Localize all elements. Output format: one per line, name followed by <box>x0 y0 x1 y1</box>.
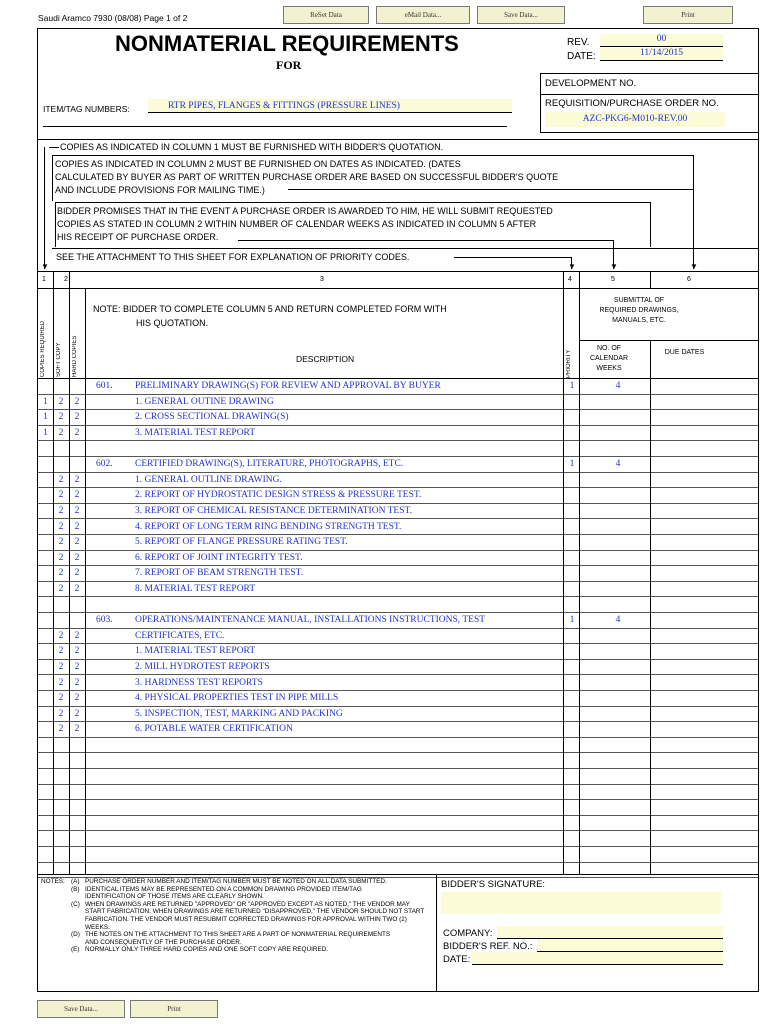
company-label: COMPANY: <box>443 928 493 939</box>
weeks-cell[interactable] <box>593 644 643 659</box>
description-cell[interactable] <box>135 816 565 831</box>
submittal-header: SUBMITTAL OF REQUIRED DRAWINGS, MANUALS, ETC. <box>599 297 679 324</box>
hard-copies-cell[interactable] <box>69 441 85 456</box>
soft-copy-cell[interactable]: 2 <box>58 568 64 579</box>
copies-required-cell[interactable] <box>38 504 53 519</box>
soft-copy-cell[interactable]: 2 <box>58 724 64 735</box>
weeks-cell[interactable] <box>593 675 643 690</box>
item-code-cell[interactable] <box>96 551 134 566</box>
weeks-cell[interactable] <box>593 551 643 566</box>
hard-copies-cell[interactable] <box>69 800 85 815</box>
item-code-cell[interactable]: 601. <box>96 381 113 392</box>
notes <box>41 878 433 954</box>
weeks-cell[interactable]: 4 <box>615 459 621 470</box>
description-cell[interactable]: 6. REPORT OF JOINT INTEGRITY TEST. <box>135 552 303 563</box>
hard-copies-header: HARD COPIES <box>72 335 78 377</box>
instruction-col2 <box>55 158 558 197</box>
hard-copies-cell[interactable]: 2 <box>74 552 80 563</box>
description-cell[interactable]: 2. REPORT OF HYDROSTATIC DESIGN STRESS & PRESSURE TEST. <box>135 490 422 501</box>
weeks-cell[interactable] <box>593 441 643 456</box>
priority-cell[interactable] <box>565 722 579 737</box>
priority-cell[interactable] <box>565 660 579 675</box>
soft-copy-cell[interactable]: 2 <box>58 396 64 407</box>
soft-copy-header: SOFT COPY <box>56 342 62 377</box>
note-a-key: (A) <box>71 878 80 885</box>
arrow-down-icon: ▼ <box>41 262 49 271</box>
priority-cell[interactable] <box>565 644 579 659</box>
page-title: NONMATERIAL REQUIREMENTS <box>115 31 459 56</box>
sig-date-label: DATE: <box>443 954 471 965</box>
priority-cell[interactable] <box>565 519 579 534</box>
hard-copies-cell[interactable]: 2 <box>74 490 80 501</box>
priority-cell[interactable] <box>565 426 579 441</box>
note-c-key: (C) <box>71 900 80 908</box>
item-code-cell[interactable] <box>96 441 134 456</box>
priority-cell[interactable] <box>565 707 579 722</box>
weeks-cell[interactable] <box>593 847 643 862</box>
item-tag-label: ITEM/TAG NUMBERS: <box>43 104 130 114</box>
col-num-2: 2 <box>64 276 68 283</box>
item-code-cell[interactable] <box>96 785 134 800</box>
soft-copy-cell[interactable]: 2 <box>58 662 64 673</box>
soft-copy-cell[interactable] <box>53 785 69 800</box>
description-cell[interactable]: 5. REPORT OF FLANGE PRESSURE RATING TEST. <box>135 537 348 548</box>
hard-copies-cell[interactable] <box>69 457 85 472</box>
item-code-cell[interactable] <box>96 566 134 581</box>
soft-copy-cell[interactable] <box>53 457 69 472</box>
soft-copy-cell[interactable]: 2 <box>58 412 64 423</box>
copies-required-cell[interactable] <box>38 582 53 597</box>
priority-cell[interactable] <box>565 629 579 644</box>
copies-required-cell[interactable] <box>38 847 53 862</box>
instruction-col2-line2: CALCULATED BY BUYER AS PART OF WRITTEN PURCHASE ORDER ARE BASED ON SUCCESSFUL BIDDER'S QUOTE <box>55 172 559 182</box>
priority-cell[interactable] <box>565 769 579 784</box>
priority-cell[interactable] <box>565 831 579 846</box>
col-num-1: 1 <box>42 276 46 283</box>
hard-copies-cell[interactable]: 2 <box>74 630 80 641</box>
rev-field[interactable]: 00 <box>600 34 723 47</box>
copies-required-header: COPIES REQUIRED <box>40 320 46 377</box>
due-dates-header: DUE DATES <box>664 349 705 356</box>
weeks-cell[interactable] <box>593 800 643 815</box>
copies-required-cell[interactable] <box>38 566 53 581</box>
hard-copies-cell[interactable]: 2 <box>74 396 80 407</box>
priority-cell[interactable] <box>565 582 579 597</box>
soft-copy-cell[interactable]: 2 <box>58 552 64 563</box>
instruction-col5-line1: BIDDER PROMISES THAT IN THE EVENT A PURCHASE ORDER IS AWARDED TO HIM, HE WILL SUBMIT REQUESTED <box>57 206 553 216</box>
priority-cell[interactable] <box>565 597 579 612</box>
copies-required-cell[interactable] <box>38 488 53 503</box>
rev-label: REV. <box>567 37 590 48</box>
item-code-cell[interactable] <box>96 800 134 815</box>
soft-copy-cell[interactable] <box>53 441 69 456</box>
priority-cell[interactable] <box>565 738 579 753</box>
requisition-field[interactable]: AZC-PKG6-M010-REV.00 <box>545 112 725 127</box>
description-cell[interactable]: 6. POTABLE WATER CERTIFICATION <box>135 724 293 735</box>
copies-required-cell[interactable] <box>38 379 53 394</box>
priority-cell[interactable] <box>565 816 579 831</box>
note-header <box>93 302 447 330</box>
copies-required-cell[interactable] <box>38 691 53 706</box>
copies-required-cell[interactable]: 1 <box>43 428 48 439</box>
weeks-cell[interactable] <box>593 816 643 831</box>
priority-cell[interactable] <box>565 800 579 815</box>
weeks-cell[interactable] <box>593 707 643 722</box>
soft-copy-cell[interactable] <box>53 816 69 831</box>
item-code-cell[interactable] <box>96 582 134 597</box>
description-cell[interactable]: 5. INSPECTION, TEST, MARKING AND PACKING <box>135 708 343 719</box>
notes-label: NOTES: <box>41 878 65 885</box>
description-cell[interactable]: 7. REPORT OF BEAM STRENGTH TEST. <box>135 568 304 579</box>
soft-copy-cell[interactable] <box>53 597 69 612</box>
soft-copy-cell[interactable] <box>53 753 69 768</box>
item-code-cell[interactable] <box>96 816 134 831</box>
description-cell[interactable]: CERTIFIED DRAWING(S), LITERATURE, PHOTOGRAPHS, ETC. <box>135 459 404 470</box>
soft-copy-cell[interactable] <box>53 738 69 753</box>
priority-cell[interactable] <box>565 847 579 862</box>
item-code-cell[interactable] <box>96 426 134 441</box>
weeks-cell[interactable] <box>593 769 643 784</box>
item-code-cell[interactable] <box>96 395 134 410</box>
company-field[interactable] <box>497 926 723 939</box>
item-code-cell[interactable] <box>96 769 134 784</box>
hard-copies-cell[interactable]: 2 <box>74 521 80 532</box>
item-code-cell[interactable] <box>96 473 134 488</box>
soft-copy-cell[interactable] <box>53 847 69 862</box>
soft-copy-cell[interactable]: 2 <box>58 646 64 657</box>
item-code-cell[interactable] <box>96 488 134 503</box>
page-subtitle: FOR <box>276 58 302 72</box>
date-label: DATE: <box>567 51 596 62</box>
description-cell[interactable] <box>135 597 565 612</box>
soft-copy-cell[interactable]: 2 <box>58 490 64 501</box>
description-cell[interactable]: 2. MILL HYDROTEST REPORTS <box>135 662 270 673</box>
hard-copies-cell[interactable]: 2 <box>74 428 80 439</box>
weeks-cell[interactable]: 4 <box>615 381 621 392</box>
description-header: DESCRIPTION <box>296 354 355 364</box>
priority-cell[interactable]: 1 <box>569 459 575 470</box>
soft-copy-cell[interactable] <box>53 379 69 394</box>
hard-copies-cell[interactable]: 2 <box>74 662 80 673</box>
instruction-col4: SEE THE ATTACHMENT TO THIS SHEET FOR EXPLANATION OF PRIORITY CODES. <box>56 252 410 262</box>
arrow-down-icon: ▼ <box>568 262 576 271</box>
weeks-cell[interactable] <box>593 831 643 846</box>
instruction-col5-line3: HIS RECEIPT OF PURCHASE ORDER. <box>57 232 219 242</box>
priority-cell[interactable] <box>565 535 579 550</box>
instruction-col5 <box>57 205 553 244</box>
copies-required-cell[interactable] <box>38 613 53 628</box>
weeks-header: NO. OF CALENDAR WEEKS <box>589 345 629 372</box>
hard-copies-cell[interactable] <box>69 769 85 784</box>
item-code-cell[interactable] <box>96 738 134 753</box>
priority-cell[interactable] <box>565 473 579 488</box>
hard-copies-cell[interactable]: 2 <box>74 693 80 704</box>
note-b-key: (B) <box>71 885 80 893</box>
copies-required-cell[interactable] <box>38 457 53 472</box>
priority-cell[interactable] <box>565 753 579 768</box>
description-cell[interactable]: 4. REPORT OF LONG TERM RING BENDING STRENGTH TEST. <box>135 521 402 532</box>
description-cell[interactable] <box>135 738 565 753</box>
copies-required-cell[interactable] <box>38 707 53 722</box>
weeks-cell[interactable] <box>593 738 643 753</box>
soft-copy-cell[interactable] <box>53 831 69 846</box>
priority-cell[interactable] <box>565 395 579 410</box>
hard-copies-cell[interactable]: 2 <box>74 677 80 688</box>
copies-required-cell[interactable] <box>38 722 53 737</box>
copies-required-cell[interactable] <box>38 535 53 550</box>
priority-header: PRIORITY <box>566 349 572 378</box>
priority-cell[interactable] <box>565 566 579 581</box>
note-c: WHEN DRAWINGS ARE RETURNED "APPROVED" OR "APPROVED EXCEPT AS NOTED," THE VENDOR MAY START FABRICATION. WHEN DRAWINGS ARE RETURNED "DISAPPROVED," THE VENDOR SHOULD NOT START FABRICATION. THE VENDOR MUST RESUBMIT CORRECTED DRAWINGS FOR APPROVAL WITHIN TWO (2) WEEKS. <box>85 900 425 931</box>
note-e-key: (E) <box>71 946 80 954</box>
copies-required-cell[interactable] <box>38 629 53 644</box>
reset-data-button[interactable]: ReSet Data <box>283 6 369 24</box>
soft-copy-cell[interactable]: 2 <box>58 677 64 688</box>
weeks-cell[interactable] <box>593 426 643 441</box>
item-code-cell[interactable] <box>96 535 134 550</box>
priority-cell[interactable] <box>565 691 579 706</box>
hard-copies-cell[interactable] <box>69 816 85 831</box>
soft-copy-cell[interactable]: 2 <box>58 474 64 485</box>
priority-cell[interactable] <box>565 488 579 503</box>
item-code-cell[interactable] <box>96 831 134 846</box>
hard-copies-cell[interactable]: 2 <box>74 646 80 657</box>
weeks-cell[interactable] <box>593 691 643 706</box>
description-cell[interactable]: 2. CROSS SECTIONAL DRAWING(S) <box>135 412 289 423</box>
priority-cell[interactable]: 1 <box>569 381 575 392</box>
copies-required-cell[interactable] <box>38 675 53 690</box>
item-code-cell[interactable] <box>96 847 134 862</box>
note-b: IDENTICAL ITEMS MAY BE REPRESENTED ON A COMMON DRAWING PROVIDED ITEM/TAG IDENTIFICATION OF THOSE ITEMS ARE CLEARLY SHOWN. <box>85 885 362 901</box>
hard-copies-cell[interactable] <box>69 831 85 846</box>
print-button[interactable]: Print <box>643 6 733 24</box>
priority-cell[interactable]: 1 <box>569 615 575 626</box>
weeks-cell[interactable] <box>593 582 643 597</box>
description-cell[interactable] <box>135 800 565 815</box>
soft-copy-cell[interactable] <box>53 613 69 628</box>
note-d: THE NOTES ON THE ATTACHMENT TO THIS SHEET ARE A PART OF NONMATERIAL REQUIREMENTS AND CONSEQUENTLY OF THE PURCHASE ORDER. <box>85 931 391 946</box>
arrow-down-icon: ▼ <box>690 262 698 271</box>
hard-copies-cell[interactable] <box>69 597 85 612</box>
description-cell[interactable]: 4. PHYSICAL PROPERTIES TEST IN PIPE MILLS <box>135 693 339 704</box>
item-code-cell[interactable] <box>96 504 134 519</box>
copies-required-cell[interactable]: 1 <box>43 396 48 407</box>
weeks-cell[interactable] <box>593 660 643 675</box>
soft-copy-cell[interactable]: 2 <box>58 693 64 704</box>
sig-date-field[interactable] <box>472 952 723 965</box>
item-code-cell[interactable] <box>96 597 134 612</box>
soft-copy-cell[interactable] <box>53 800 69 815</box>
copies-required-cell[interactable] <box>38 597 53 612</box>
description-cell[interactable]: 1. GENERAL OUTINE DRAWING <box>135 396 274 407</box>
soft-copy-cell[interactable]: 2 <box>58 521 64 532</box>
hard-copies-cell[interactable]: 2 <box>74 474 80 485</box>
weeks-cell[interactable] <box>593 395 643 410</box>
hard-copies-cell[interactable]: 2 <box>74 584 80 595</box>
weeks-cell[interactable] <box>593 488 643 503</box>
item-code-cell[interactable] <box>96 675 134 690</box>
weeks-cell[interactable] <box>593 504 643 519</box>
item-code-cell[interactable] <box>96 707 134 722</box>
hard-copies-cell[interactable]: 2 <box>74 506 80 517</box>
item-code-cell[interactable] <box>96 691 134 706</box>
soft-copy-cell[interactable]: 2 <box>58 584 64 595</box>
soft-copy-cell[interactable]: 2 <box>58 428 64 439</box>
note-line2: HIS QUOTATION. <box>136 318 209 328</box>
col-num-6: 6 <box>687 276 691 283</box>
form-id: Saudi Aramco 7930 (08/08) Page 1 of 2 <box>38 13 188 23</box>
note-e: NORMALLY ONLY THREE HARD COPIES AND ONE SOFT COPY ARE REQUIRED. <box>85 946 329 954</box>
item-code-cell[interactable] <box>96 519 134 534</box>
instruction-col5-line2: COPIES AS STATED IN COLUMN 2 WITHIN NUMBER OF CALENDAR WEEKS AS INDICATED IN COLUMN 5 AFTER <box>57 219 537 229</box>
soft-copy-cell[interactable] <box>53 769 69 784</box>
note-d-key: (D) <box>71 931 80 939</box>
description-cell[interactable]: 8. MATERIAL TEST REPORT <box>135 584 256 595</box>
description-cell[interactable] <box>135 847 565 862</box>
instruction-col1: COPIES AS INDICATED IN COLUMN 1 MUST BE FURNISHED WITH BIDDER'S QUOTATION. <box>60 142 444 152</box>
description-cell[interactable] <box>135 753 565 768</box>
description-cell[interactable] <box>135 831 565 846</box>
weeks-cell[interactable] <box>593 566 643 581</box>
print-bottom-button[interactable]: Print <box>130 1000 218 1018</box>
copies-required-cell[interactable] <box>38 800 53 815</box>
description-cell[interactable]: 1. GENERAL OUTLINE DRAWING. <box>135 474 282 485</box>
hard-copies-cell[interactable] <box>69 613 85 628</box>
description-cell[interactable]: 3. MATERIAL TEST REPORT <box>135 428 256 439</box>
item-code-cell[interactable]: 602. <box>96 459 113 470</box>
item-code-cell[interactable] <box>96 753 134 768</box>
instruction-col2-line3: AND INCLUDE PROVISIONS FOR MAILING TIME.) <box>55 185 265 195</box>
col-num-5: 5 <box>611 276 615 283</box>
hard-copies-cell[interactable] <box>69 847 85 862</box>
item-code-cell[interactable] <box>96 410 134 425</box>
soft-copy-cell[interactable]: 2 <box>58 506 64 517</box>
hard-copies-cell[interactable]: 2 <box>74 412 80 423</box>
col-num-3: 3 <box>320 276 324 283</box>
copies-required-cell[interactable] <box>38 831 53 846</box>
copies-required-cell[interactable]: 1 <box>43 412 48 423</box>
signature-field[interactable] <box>441 892 721 914</box>
note-line1: NOTE: BIDDER TO COMPLETE COLUMN 5 AND RETURN COMPLETED FORM WITH <box>93 304 447 314</box>
copies-required-cell[interactable] <box>38 785 53 800</box>
description-cell[interactable]: 3. REPORT OF CHEMICAL RESISTANCE DETERMINATION TEST. <box>135 506 412 517</box>
weeks-cell[interactable] <box>593 785 643 800</box>
priority-cell[interactable] <box>565 551 579 566</box>
description-cell[interactable]: OPERATIONS/MAINTENANCE MANUAL, INSTALLATIONS INSTRUCTIONS, TEST <box>135 615 486 626</box>
copies-required-cell[interactable] <box>38 551 53 566</box>
item-code-cell[interactable] <box>96 660 134 675</box>
soft-copy-cell[interactable]: 2 <box>58 708 64 719</box>
weeks-cell[interactable] <box>593 597 643 612</box>
hard-copies-cell[interactable]: 2 <box>74 537 80 548</box>
hard-copies-cell[interactable]: 2 <box>74 708 80 719</box>
email-data-button[interactable]: eMail Data... <box>376 6 470 24</box>
requisition-label: REQUISITION/PURCHASE ORDER NO. <box>545 98 719 109</box>
weeks-cell[interactable] <box>593 535 643 550</box>
arrow-down-icon: ▼ <box>610 262 618 271</box>
priority-cell[interactable] <box>565 441 579 456</box>
description-cell[interactable]: 1. MATERIAL TEST REPORT <box>135 646 256 657</box>
soft-copy-cell[interactable]: 2 <box>58 537 64 548</box>
priority-cell[interactable] <box>565 675 579 690</box>
save-data-button[interactable]: Save Data... <box>477 6 565 24</box>
copies-required-cell[interactable] <box>38 769 53 784</box>
hard-copies-cell[interactable] <box>69 379 85 394</box>
weeks-cell[interactable] <box>593 473 643 488</box>
copies-required-cell[interactable] <box>38 738 53 753</box>
copies-required-cell[interactable] <box>38 816 53 831</box>
priority-cell[interactable] <box>565 785 579 800</box>
priority-cell[interactable] <box>565 504 579 519</box>
soft-copy-cell[interactable]: 2 <box>58 630 64 641</box>
instruction-col2-line1: COPIES AS INDICATED IN COLUMN 2 MUST BE FURNISHED ON DATES AS INDICATED. (DATES <box>55 159 461 169</box>
priority-cell[interactable] <box>565 410 579 425</box>
weeks-cell[interactable] <box>593 722 643 737</box>
description-cell[interactable] <box>135 785 565 800</box>
item-code-cell[interactable]: 603. <box>96 615 113 626</box>
weeks-cell[interactable] <box>593 519 643 534</box>
weeks-cell[interactable] <box>593 629 643 644</box>
weeks-cell[interactable]: 4 <box>615 615 621 626</box>
copies-required-cell[interactable] <box>38 519 53 534</box>
item-tag-field[interactable]: RTR PIPES, FLANGES & FITTINGS (PRESSURE LINES) <box>148 99 512 113</box>
item-code-cell[interactable] <box>96 722 134 737</box>
col-num-4: 4 <box>568 276 572 283</box>
note-a: PURCHASE ORDER NUMBER AND ITEM/TAG NUMBER MUST BE NOTED ON ALL DATA SUBMITTED. <box>85 878 387 885</box>
weeks-cell[interactable] <box>593 753 643 768</box>
description-cell[interactable]: CERTIFICATES, ETC. <box>135 630 225 641</box>
hard-copies-cell[interactable] <box>69 785 85 800</box>
copies-required-cell[interactable] <box>38 753 53 768</box>
weeks-cell[interactable] <box>593 410 643 425</box>
item-code-cell[interactable] <box>96 629 134 644</box>
copies-required-cell[interactable] <box>38 660 53 675</box>
copies-required-cell[interactable] <box>38 473 53 488</box>
hard-copies-cell[interactable] <box>69 738 85 753</box>
item-code-cell[interactable] <box>96 644 134 659</box>
description-cell[interactable]: 3. HARDNESS TEST REPORTS <box>135 677 263 688</box>
bidder-ref-field[interactable] <box>537 939 723 952</box>
development-no-label: DEVELOPMENT NO. <box>545 78 637 89</box>
copies-required-cell[interactable] <box>38 644 53 659</box>
save-data-bottom-button[interactable]: Save Data... <box>37 1000 125 1018</box>
description-cell[interactable]: PRELIMINARY DRAWING(S) FOR REVIEW AND APPROVAL BY BUYER <box>135 381 441 392</box>
signature-label: BIDDER'S SIGNATURE: <box>441 879 546 890</box>
hard-copies-cell[interactable]: 2 <box>74 724 80 735</box>
description-cell[interactable] <box>135 769 565 784</box>
hard-copies-cell[interactable] <box>69 753 85 768</box>
hard-copies-cell[interactable]: 2 <box>74 568 80 579</box>
date-field[interactable]: 11/14/2015 <box>600 48 723 61</box>
copies-required-cell[interactable] <box>38 441 53 456</box>
bidder-ref-label: BIDDER'S REF. NO.: <box>443 941 533 952</box>
description-cell[interactable] <box>135 441 565 456</box>
